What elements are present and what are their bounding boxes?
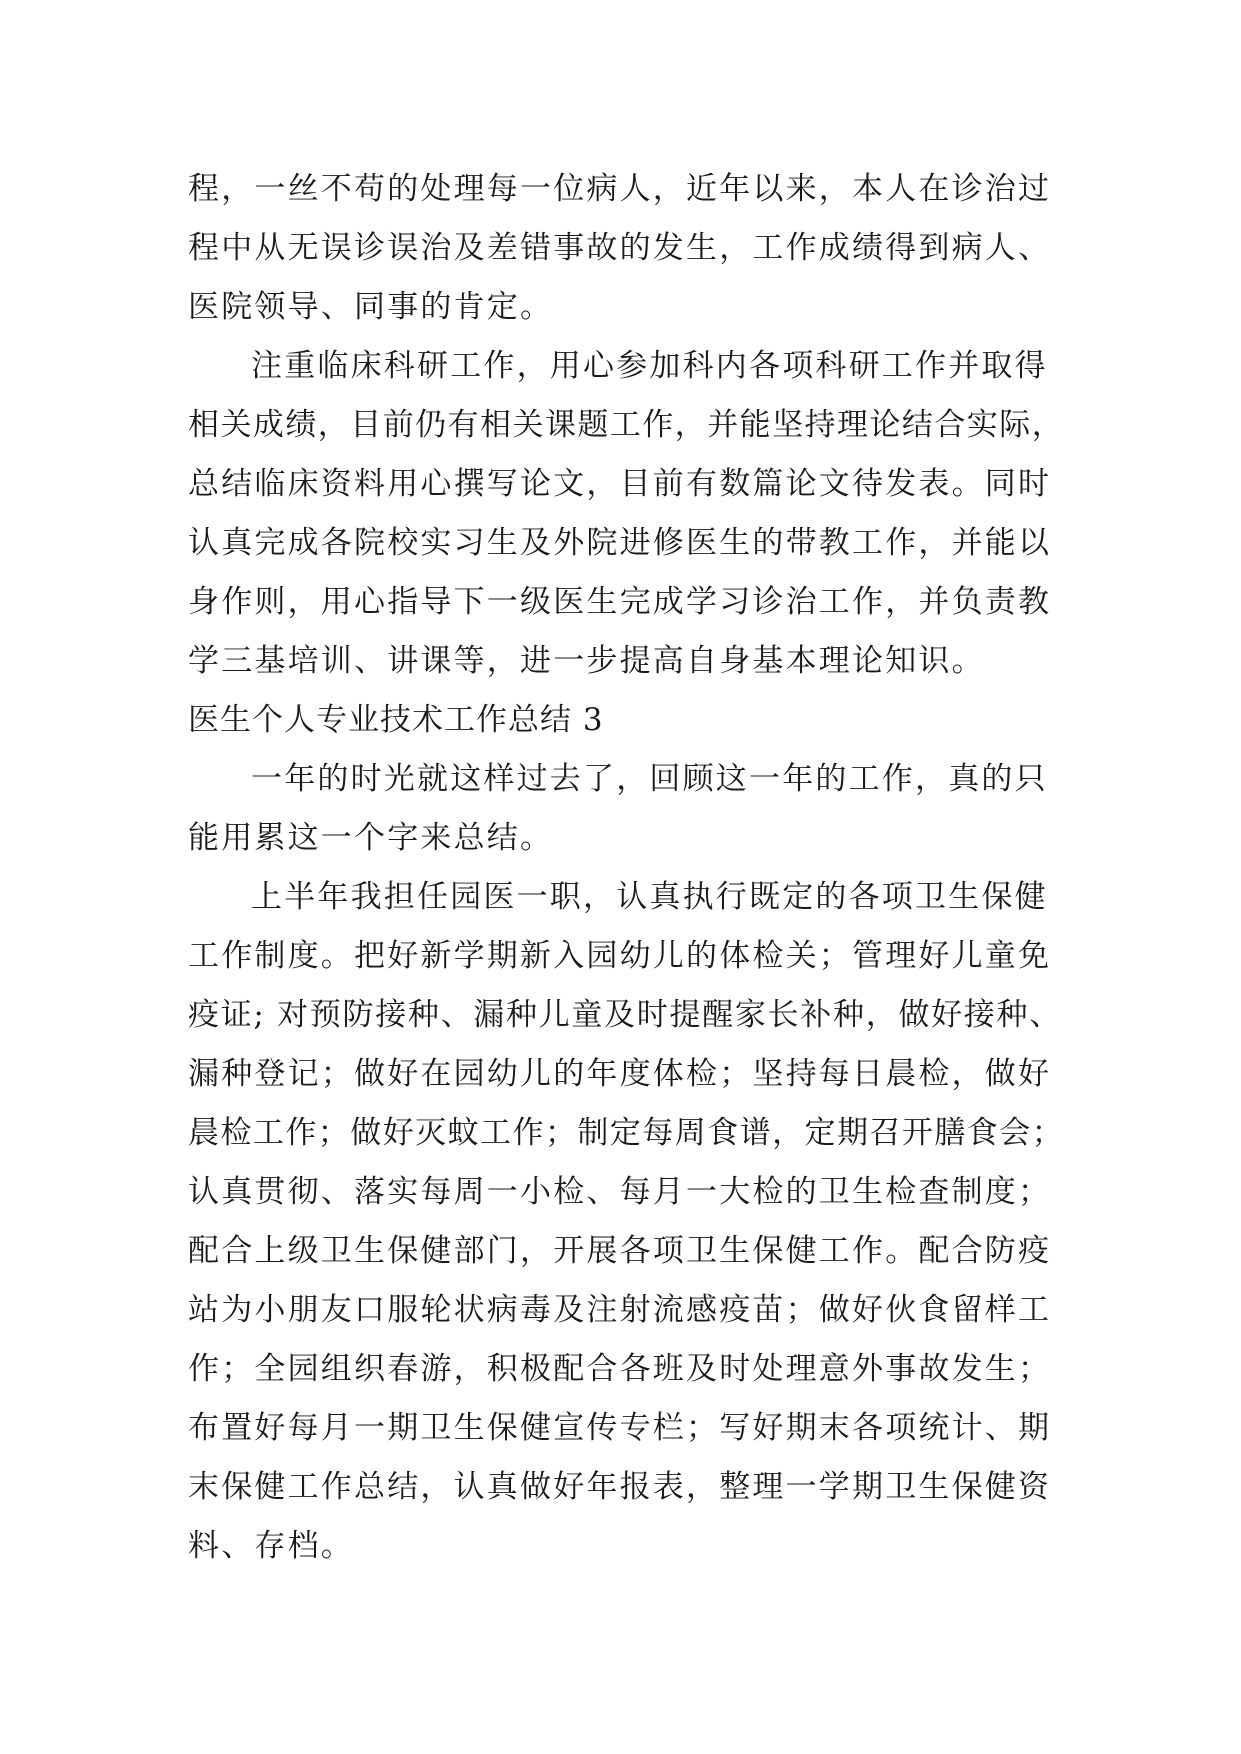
text-line: 作；全园组织春游，积极配合各班及时处理意外事故发生； [188, 1351, 1052, 1387]
text-line: 工作制度。把好新学期新入园幼儿的体检关；管理好儿童免 [188, 938, 1052, 974]
text-line: 漏种登记；做好在园幼儿的年度体检；坚持每日晨检，做好 [188, 1056, 1052, 1092]
text-line: 认真贯彻、落实每周一小检、每月一大检的卫生检查制度； [188, 1174, 1052, 1210]
document-body [188, 160, 1068, 1576]
text-line: 认真完成各院校实习生及外院进修医生的带教工作，并能以 [188, 525, 1052, 561]
text-line: 医院领导、同事的肯定。 [188, 289, 554, 325]
text-line: 末保健工作总结，认真做好年报表，整理一学期卫生保健资 [188, 1469, 1052, 1505]
text-line: 布置好每月一期卫生保健宣传专栏；写好期末各项统计、期 [188, 1410, 1052, 1446]
text-line: 疫证; 对预防接种、漏种儿童及时提醒家长补种，做好接种、 [188, 997, 1062, 1033]
text-line: 学三基培训、讲课等，进一步提高自身基本理论知识。 [188, 643, 985, 679]
text-line: 上半年我担任园医一职，认真执行既定的各项卫生保健 [251, 879, 1048, 915]
text-line: 能用累这一个字来总结。 [188, 820, 554, 856]
text-line: 总结临床资料用心撰写论文，目前有数篇论文待发表。同时 [188, 466, 1052, 502]
text-line: 晨检工作；做好灭蚊工作；制定每周食谱，定期召开膳食会； [188, 1115, 1065, 1151]
text-line: 身作则，用心指导下一级医生完成学习诊治工作，并负责教 [188, 584, 1052, 620]
text-line: 一年的时光就这样过去了，回顾这一年的工作，真的只 [251, 761, 1048, 797]
text-line: 料、存档。 [188, 1528, 354, 1564]
text-line: 站为小朋友口服轮状病毒及注射流感疫苗；做好伙食留样工 [188, 1292, 1052, 1328]
text-line: 程中从无误诊误治及差错事故的发生，工作成绩得到病人、 [188, 230, 1052, 266]
text-line: 程，一丝不苟的处理每一位病人，近年以来，本人在诊治过 [188, 171, 1052, 207]
text-line: 注重临床科研工作，用心参加科内各项科研工作并取得 [251, 348, 1048, 384]
text-line: 相关成绩，目前仍有相关课题工作，并能坚持理论结合实际， [188, 407, 1065, 443]
text-line: 配合上级卫生保健部门，开展各项卫生保健工作。配合防疫 [188, 1233, 1052, 1269]
section-heading: 医生个人专业技术工作总结 3 [188, 702, 604, 738]
